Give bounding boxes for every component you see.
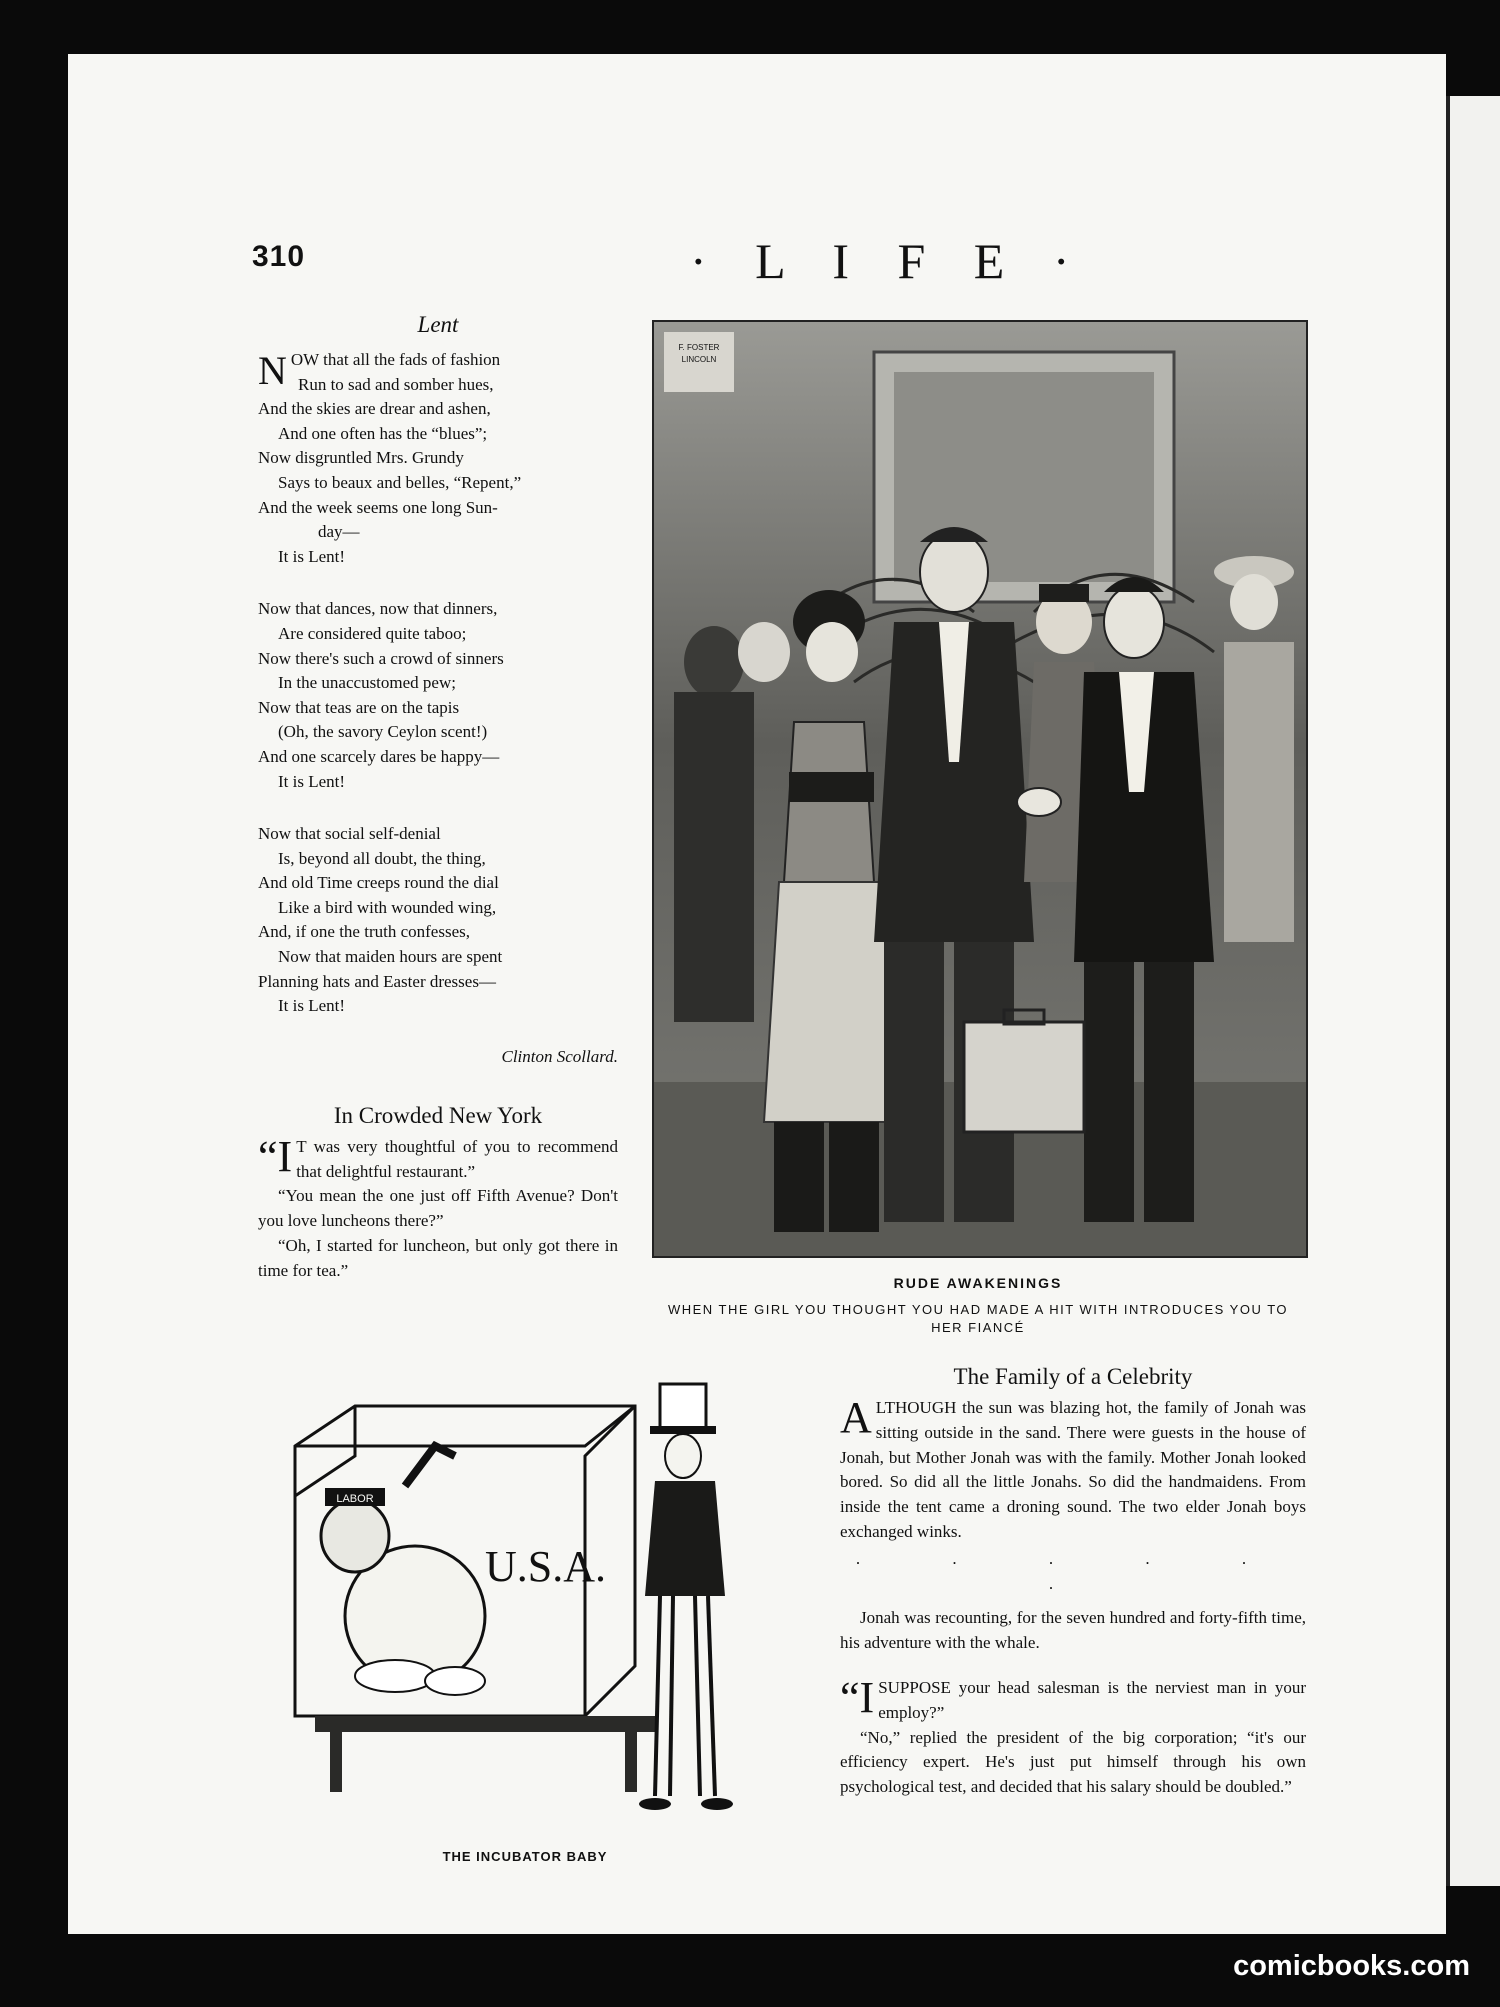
article-title-crowded: In Crowded New York bbox=[333, 1102, 543, 1128]
poem-stanza bbox=[258, 348, 618, 569]
article-crowded-body bbox=[258, 1131, 618, 1284]
poem-line: Is, beyond all doubt, the thing, bbox=[278, 848, 486, 868]
dropcap: “I bbox=[258, 1131, 293, 1181]
illustration-drawing bbox=[654, 322, 1306, 1256]
poem-line: day— bbox=[318, 522, 360, 542]
masthead: · L I F E · bbox=[690, 233, 1088, 289]
salesman-paragraph: “ISUPPOSE your head salesman is the nerviest man in your employ?” bbox=[840, 1672, 1306, 1722]
poem-line: It is Lent! bbox=[278, 996, 346, 1016]
page-number: 310 bbox=[252, 240, 306, 273]
poem-line: (Oh, the savory Ceylon scent!) bbox=[278, 722, 488, 742]
poem-line: And one scarcely dares be happy— bbox=[258, 746, 500, 766]
poem-line: Now disgruntled Mrs. Grundy bbox=[258, 448, 464, 468]
page-spine bbox=[1446, 96, 1450, 1886]
poem-line: Says to beaux and belles, “Repent,” bbox=[278, 472, 522, 492]
cartoon-incubator-baby bbox=[255, 1336, 795, 1846]
illustration-rude-awakenings bbox=[652, 320, 1308, 1258]
poem-line: Now that dances, now that dinners, bbox=[258, 599, 498, 619]
poem-author: Clinton Scollard. bbox=[501, 1046, 618, 1066]
article-celebrity-body bbox=[840, 1393, 1306, 1656]
celebrity-paragraph: ALTHOUGH the sun was blazing hot, the family of Jonah was sitting outside in the sand. There were guests in the house of Jonah, but Mother Jonah was with the family. Mother Jonah looked bored. So did all the little Jonahs. So did the handmaidens. From inside the tent came a droning sound. The two elder Jonah boys exchanged winks. bbox=[840, 1393, 1306, 1541]
poem-line: Planning hats and Easter dresses— bbox=[258, 971, 496, 991]
poem-line: It is Lent! bbox=[278, 771, 346, 791]
watermark: comicbooks.com bbox=[1233, 1950, 1470, 1982]
poem-line: And the week seems one long Sun- bbox=[258, 497, 498, 517]
dropcap: N bbox=[258, 348, 287, 393]
right-column bbox=[840, 1364, 1306, 1800]
svg-text:F. FOSTER: F. FOSTER bbox=[678, 343, 720, 352]
poem-line: Now that teas are on the tapis bbox=[258, 697, 460, 717]
poem-line: Are considered quite taboo; bbox=[278, 623, 467, 643]
crowded-paragraph: “You mean the one just off Fifth Avenue? Don't you love luncheons there?” bbox=[258, 1186, 618, 1231]
poem-line: And, if one the truth confesses, bbox=[258, 922, 470, 942]
dropcap: A bbox=[840, 1393, 872, 1442]
poem-line: And the skies are drear and ashen, bbox=[258, 399, 491, 419]
poem-body bbox=[258, 348, 618, 1019]
poem-line: Like a bird with wounded wing, bbox=[278, 897, 497, 917]
illustration-caption-text: WHEN THE GIRL YOU THOUGHT YOU HAD MADE A HIT WITH INTRODUCES YOU TO HER FIANCÉ bbox=[667, 1302, 1289, 1335]
crowded-paragraph: “I T was very thoughtful of you to recommend that delightful restaurant.” bbox=[258, 1131, 618, 1181]
article-salesman-body bbox=[840, 1672, 1306, 1800]
svg-text:LINCOLN: LINCOLN bbox=[681, 355, 717, 364]
salesman-paragraph: “No,” replied the president of the big corporation; “it's our efficiency expert. He's just put himself through his own psychological test, and decided that his salary should be doubled.” bbox=[840, 1727, 1306, 1797]
left-column bbox=[258, 312, 618, 1284]
cartoon-drawing bbox=[255, 1336, 795, 1846]
illustration-caption-title: RUDE AWAKENINGS bbox=[893, 1275, 1063, 1291]
crowded-paragraph: “Oh, I started for luncheon, but only got there in time for tea.” bbox=[258, 1236, 618, 1280]
poem-line: Now that social self-denial bbox=[258, 824, 441, 844]
poem-stanza bbox=[258, 597, 618, 794]
poem-line: Now there's such a crowd of sinners bbox=[258, 648, 504, 668]
poem-line: Run to sad and somber hues, bbox=[298, 374, 494, 394]
cartoon-baby-label: LABOR bbox=[336, 1493, 374, 1505]
poem-title: Lent bbox=[417, 312, 459, 337]
adjacent-page-edge bbox=[1446, 96, 1500, 1886]
section-dots: . . . . . . bbox=[855, 1548, 1291, 1593]
cartoon-caption: THE INCUBATOR BABY bbox=[442, 1849, 608, 1864]
poem-line: Now that maiden hours are spent bbox=[278, 947, 503, 967]
poem-stanza bbox=[258, 822, 618, 1019]
poem-line: In the unaccustomed pew; bbox=[278, 673, 456, 693]
poem-line: NOW that all the fads of fashion bbox=[258, 348, 501, 393]
cartoon-box-label: U.S.A. bbox=[485, 1542, 607, 1591]
celebrity-paragraph: Jonah was recounting, for the seven hundred and forty-fifth time, his adventure with the whale. bbox=[840, 1608, 1306, 1653]
dropcap: “I bbox=[840, 1672, 875, 1722]
poem-line: It is Lent! bbox=[278, 546, 346, 566]
article-title-celebrity: The Family of a Celebrity bbox=[953, 1364, 1193, 1389]
poem-line: And one often has the “blues”; bbox=[278, 423, 488, 443]
poem-line: And old Time creeps round the dial bbox=[258, 873, 499, 893]
